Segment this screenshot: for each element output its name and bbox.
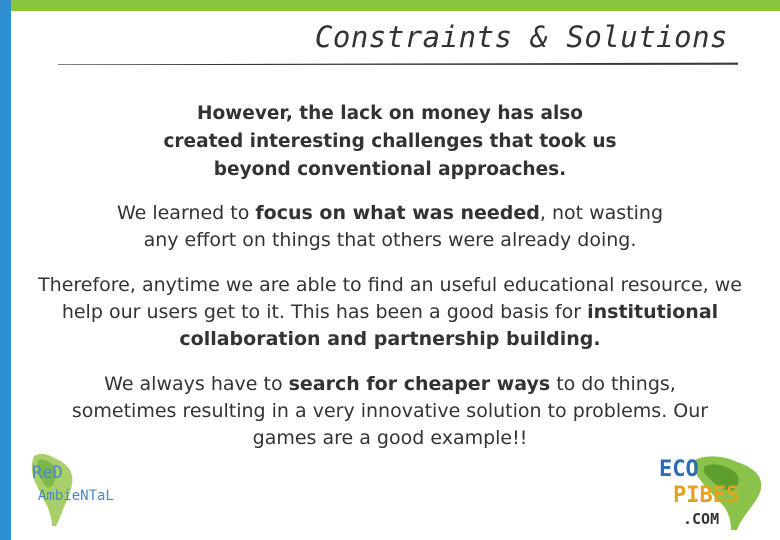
p2-emphasis: institutional collaboration and partnership building. [179, 301, 719, 350]
logo-right-line1: ECO [659, 457, 699, 482]
title-underline [58, 62, 738, 65]
south-america-map-icon [655, 452, 770, 532]
p3-emphasis: search for cheaper ways [288, 373, 551, 395]
p1-text-end: , not wasting any effort on things that others were already doing. [143, 202, 664, 251]
top-accent-bar [0, 0, 780, 11]
paragraph-cheaper-ways [30, 371, 750, 452]
south-america-map-icon [26, 450, 126, 530]
red-ambiental-logo [26, 450, 126, 530]
p3-text-start: We always have to [104, 373, 289, 395]
logo-right-line2: PIBES [673, 483, 740, 508]
slide-title: Constraints & Solutions [314, 20, 728, 54]
p2-text-start: Therefore, anytime we are able to find an useful educational resource, we help our users get to it. This has been a good basis for [38, 274, 742, 323]
logo-left-line2: AmbieNTaL [38, 488, 114, 504]
left-accent-bar [0, 0, 11, 540]
logo-right-line3: .COM [683, 510, 720, 528]
p1-text-start: We learned to [116, 202, 256, 224]
p3-text-end: to do things, sometimes resulting in a very innovative solution to problems. Our games are a good example!! [71, 373, 709, 449]
slide-body [30, 100, 750, 470]
paragraph-focus [30, 200, 750, 254]
logo-left-line1: ReD [32, 463, 63, 483]
ecopibes-logo [655, 452, 770, 532]
p1-emphasis: focus on what was needed [255, 202, 540, 224]
lead-line-3: beyond conventional approaches. [213, 159, 567, 180]
lead-line-1: However, the lack on money has also [196, 103, 584, 124]
lead-paragraph [30, 100, 750, 184]
lead-line-2: created interesting challenges that took us [163, 131, 617, 152]
paragraph-collaboration [30, 272, 750, 353]
